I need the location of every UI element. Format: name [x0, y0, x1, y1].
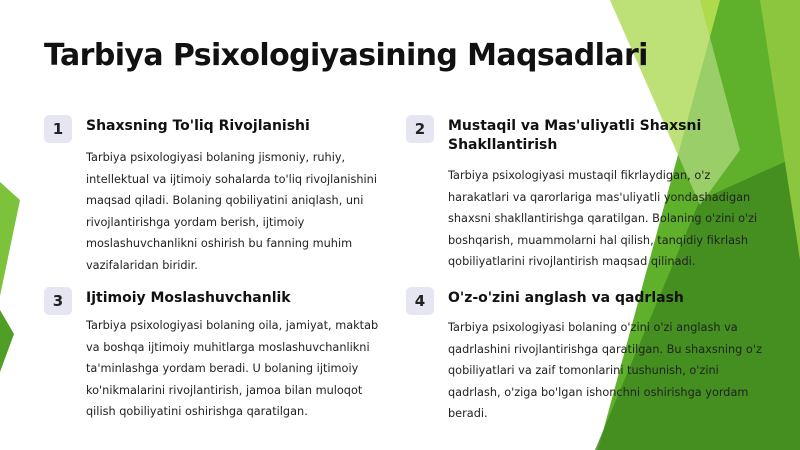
- goal-title: Mustaqil va Mas'uliyatli Shaxsni Shakllantirish: [448, 118, 702, 153]
- goal-description: Tarbiya psixologiyasi bolaning oila, jamiyat, maktab va boshqa ijtimoiy muhitlarga moslashuvchanlikni ta'minlashga yordam beradi. U bolaning ijtimoiy ko'nikmalarini rivojlantirish, jamoa bilan muloqot qilish qobiliyatini oshirishga qaratilgan.: [86, 319, 379, 418]
- goal-item-3: [44, 287, 384, 427]
- left-green-sliver: [0, 182, 20, 296]
- goal-item-4: [406, 287, 786, 437]
- goal-description: Tarbiya psixologiyasi bolaning o'zini o'zi anglash va qadrlashini rivojlantirishga qaratilgan. Bu shaxsning o'z qobiliyatlari va zaif tomonlarini tushunish, o'zini qadrlash, o'ziga bo'lgan ishonchni oshirishga yordam beradi.: [448, 321, 762, 420]
- goal-description: Tarbiya psixologiyasi bolaning jismoniy, ruhiy, intellektual va ijtimoiy sohalarda to'liq rivojlanishini maqsad qiladi. Bolaning qobiliyatini aniqlash, uni rivojlantirishga yordam berish, ijtimoiy moslashuvchanlikni oshirish bu fanning muhim vazifalaridan biridir.: [86, 151, 377, 272]
- goal-item-1: [44, 115, 384, 285]
- goal-number-badge: 4: [406, 287, 434, 315]
- goal-number-badge: 3: [44, 287, 72, 315]
- goal-number-badge: 1: [44, 115, 72, 143]
- goal-title: Shaxsning To'liq Rivojlanishi: [86, 118, 310, 134]
- goal-title: O'z-o'zini anglash va qadrlash: [448, 290, 684, 306]
- goal-number-badge: 2: [406, 115, 434, 143]
- left-green-sliver-dark: [0, 310, 14, 372]
- slide-title: Tarbiya Psixologiyasining Maqsadlari: [44, 38, 648, 73]
- goal-item-2: [406, 115, 786, 285]
- goal-description: Tarbiya psixologiyasi mustaqil fikrlaydigan, o'z harakatlari va qarorlariga mas'uliyatli yondashadigan shaxsni shakllantirishga qaratilgan. Bolaning o'zini o'zi boshqarish, muammolarni hal qilish, tanqidiy fikrlash qobiliyatlarini rivojlantirish maqsad qilinadi.: [448, 169, 758, 268]
- goal-title: Ijtimoiy Moslashuvchanlik: [86, 290, 291, 306]
